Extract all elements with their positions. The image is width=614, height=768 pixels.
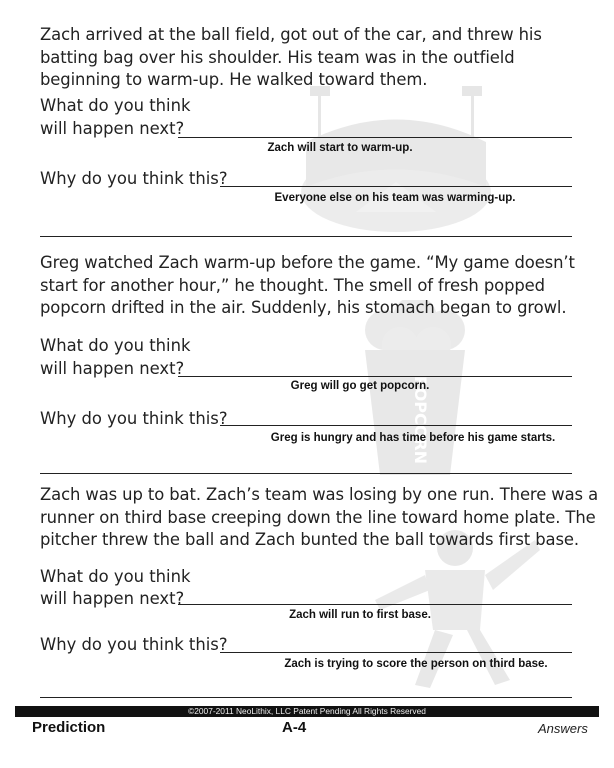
answer-line-next-3	[178, 604, 572, 605]
story-paragraph-2: Greg watched Zach warm-up before the game. “My game doesn’t start for another hour,” he thought. The smell of fresh popped popcorn drifted in the air. Suddenly, his stomach began to growl.	[40, 253, 575, 317]
answer-line-extra-3	[40, 697, 572, 698]
story-paragraph-3: Zach was up to bat. Zach’s team was losing by one run. There was a runner on third base creeping down the line toward home plate. The pitcher threw the ball and Zach bunted the ball towards first base.	[40, 485, 599, 549]
question-why-2: Why do you think this?	[40, 409, 228, 428]
story-paragraph-1: Zach arrived at the ball field, got out of the car, and threw his batting bag over his shoulder. His team was in the outfield beginning to warm-up. He walked toward them.	[40, 25, 542, 89]
answers-label: Answers	[538, 721, 588, 736]
answer-line-extra-2	[40, 473, 572, 474]
answer-line-extra-1	[40, 236, 572, 237]
question-next-line1-3: What do you think	[40, 567, 191, 586]
question-why-1: Why do you think this?	[40, 169, 228, 188]
answer-line-why-1	[220, 186, 572, 187]
worksheet-title: Prediction	[32, 719, 106, 736]
question-next-line1-1: What do you think	[40, 96, 191, 115]
answer-why-2[interactable]: Greg is hungry and has time before his game starts.	[270, 432, 556, 444]
answer-next-1[interactable]: Zach will start to warm-up.	[267, 142, 413, 154]
answer-line-next-2	[178, 376, 572, 377]
answer-why-3[interactable]: Zach is trying to score the person on third base.	[284, 658, 548, 670]
answer-line-why-2	[220, 425, 572, 426]
answer-next-3[interactable]: Zach will run to first base.	[289, 609, 431, 621]
page-number: A-4	[282, 719, 307, 736]
question-next-line1-2: What do you think	[40, 336, 191, 355]
question-next-line2-2: will happen next?	[40, 359, 185, 378]
copyright-bar: ©2007-2011 NeoLithix, LLC Patent Pending All Rights Reserved	[15, 706, 599, 717]
question-next-line2-3: will happen next?	[40, 589, 185, 608]
question-why-3: Why do you think this?	[40, 635, 228, 654]
stadium-watermark-illustration	[296, 82, 496, 232]
question-next-line2-1: will happen next?	[40, 119, 185, 138]
answer-line-why-3	[220, 652, 572, 653]
answer-why-1[interactable]: Everyone else on his team was warming-up.	[274, 192, 516, 204]
popcorn-cup-label: POPCORN	[411, 375, 430, 465]
answer-line-next-1	[178, 137, 572, 138]
answer-next-2[interactable]: Greg will go get popcorn.	[290, 380, 430, 392]
